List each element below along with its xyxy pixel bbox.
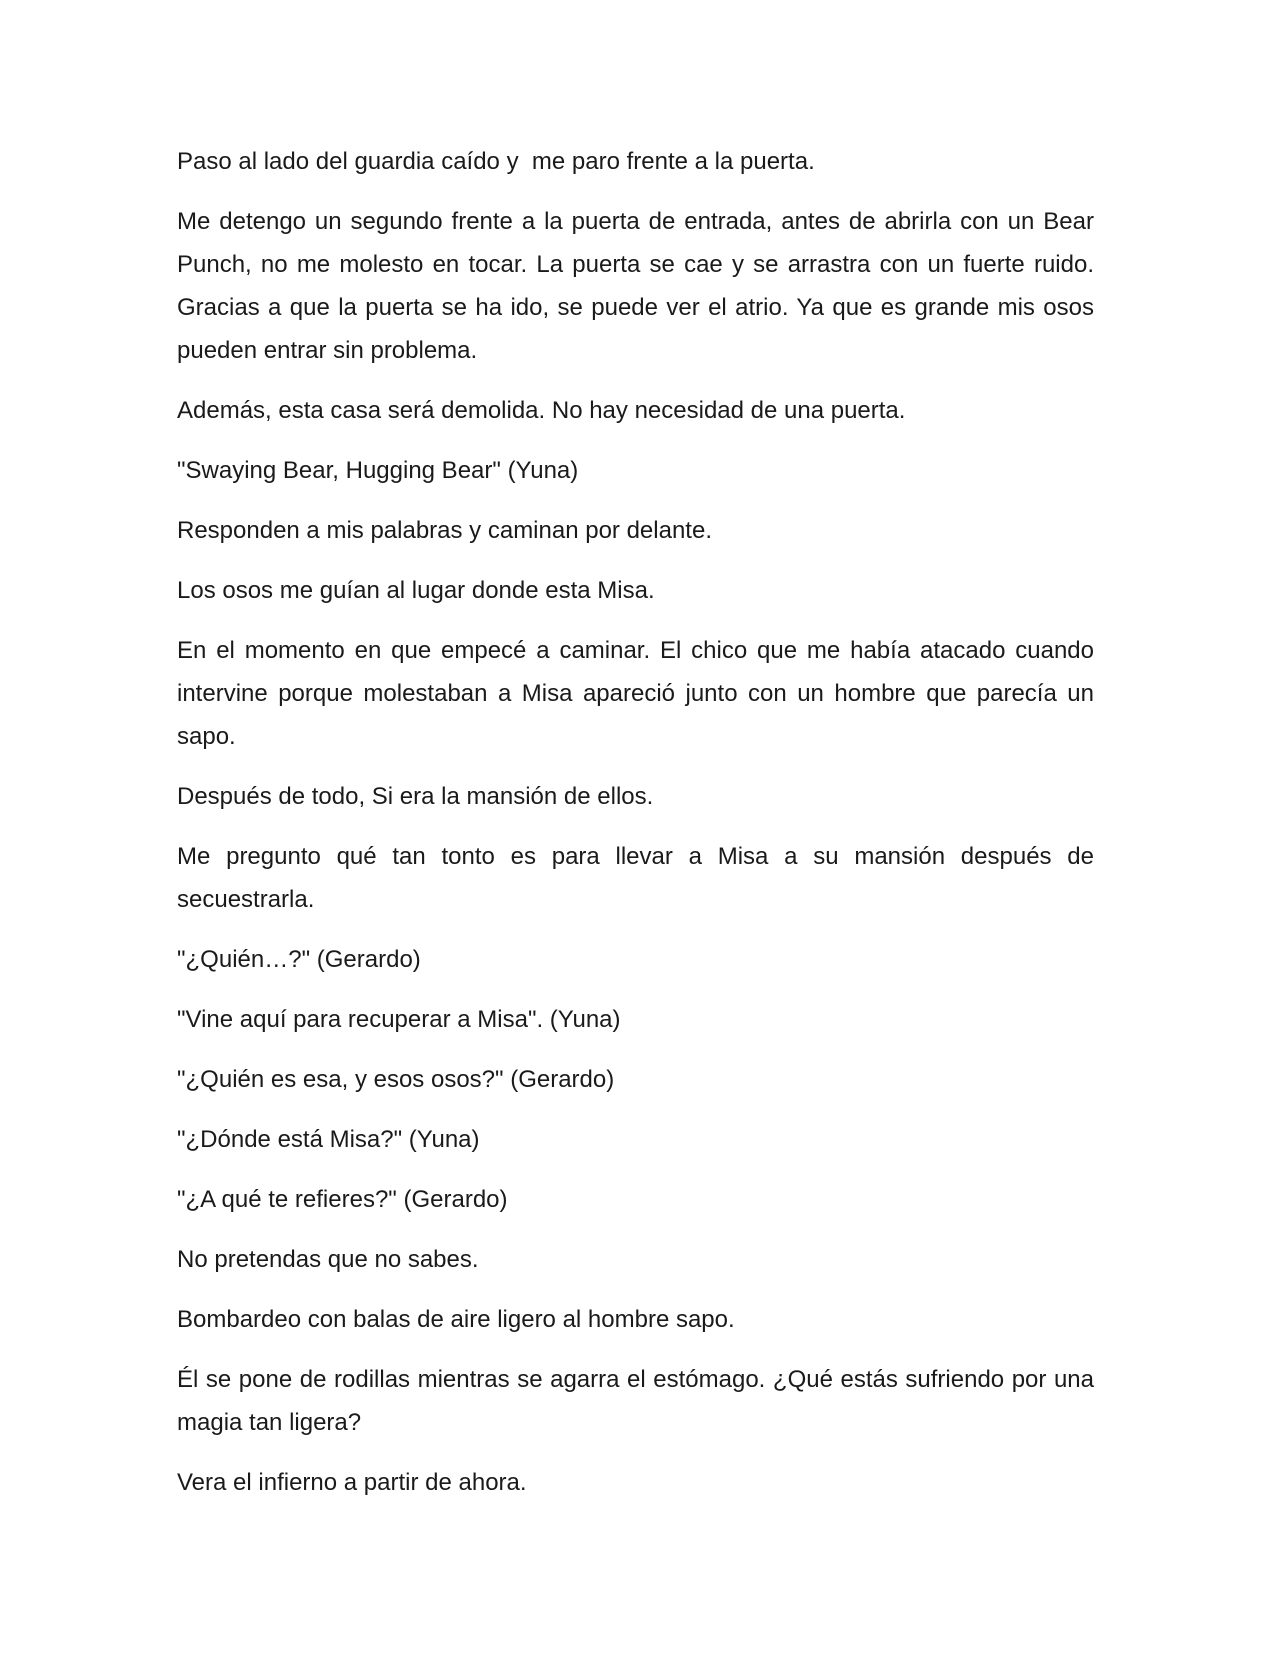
paragraph: Responden a mis palabras y caminan por delante. xyxy=(177,517,712,544)
document-body xyxy=(177,140,1101,1521)
paragraph: "¿A qué te refieres?" (Gerardo) xyxy=(177,1186,508,1213)
paragraph: Los osos me guían al lugar donde esta Misa. xyxy=(177,577,655,604)
paragraph: Me pregunto qué tan tonto es para llevar a Misa a su mansión después de secuestrarla. xyxy=(177,843,1101,913)
paragraph: "¿Quién…?" (Gerardo) xyxy=(177,946,421,973)
paragraph: En el momento en que empecé a caminar. El chico que me había atacado cuando intervine porque molestaban a Misa apareció junto con un hombre que parecía un sapo. xyxy=(177,637,1101,750)
paragraph: Él se pone de rodillas mientras se agarra el estómago. ¿Qué estás sufriendo por una magia tan ligera? xyxy=(177,1366,1101,1436)
paragraph: Vera el infierno a partir de ahora. xyxy=(177,1469,527,1496)
paragraph: Bombardeo con balas de aire ligero al hombre sapo. xyxy=(177,1306,735,1333)
paragraph: Paso al lado del guardia caído y me paro frente a la puerta. xyxy=(177,148,815,175)
paragraph: "Vine aquí para recuperar a Misa". (Yuna) xyxy=(177,1006,621,1033)
paragraph: Además, esta casa será demolida. No hay necesidad de una puerta. xyxy=(177,397,906,424)
paragraph: "¿Quién es esa, y esos osos?" (Gerardo) xyxy=(177,1066,615,1093)
paragraph: "Swaying Bear, Hugging Bear" (Yuna) xyxy=(177,457,579,484)
paragraph: No pretendas que no sabes. xyxy=(177,1246,479,1273)
paragraph: "¿Dónde está Misa?" (Yuna) xyxy=(177,1126,480,1153)
paragraph: Después de todo, Si era la mansión de ellos. xyxy=(177,783,654,810)
paragraph: Me detengo un segundo frente a la puerta de entrada, antes de abrirla con un Bear Punch, no me molesto en tocar. La puerta se cae y se arrastra con un fuerte ruido. Gracias a que la puerta se ha ido, se puede ver el atrio. Ya que es grande mis osos pueden entrar sin problema. xyxy=(177,208,1101,364)
